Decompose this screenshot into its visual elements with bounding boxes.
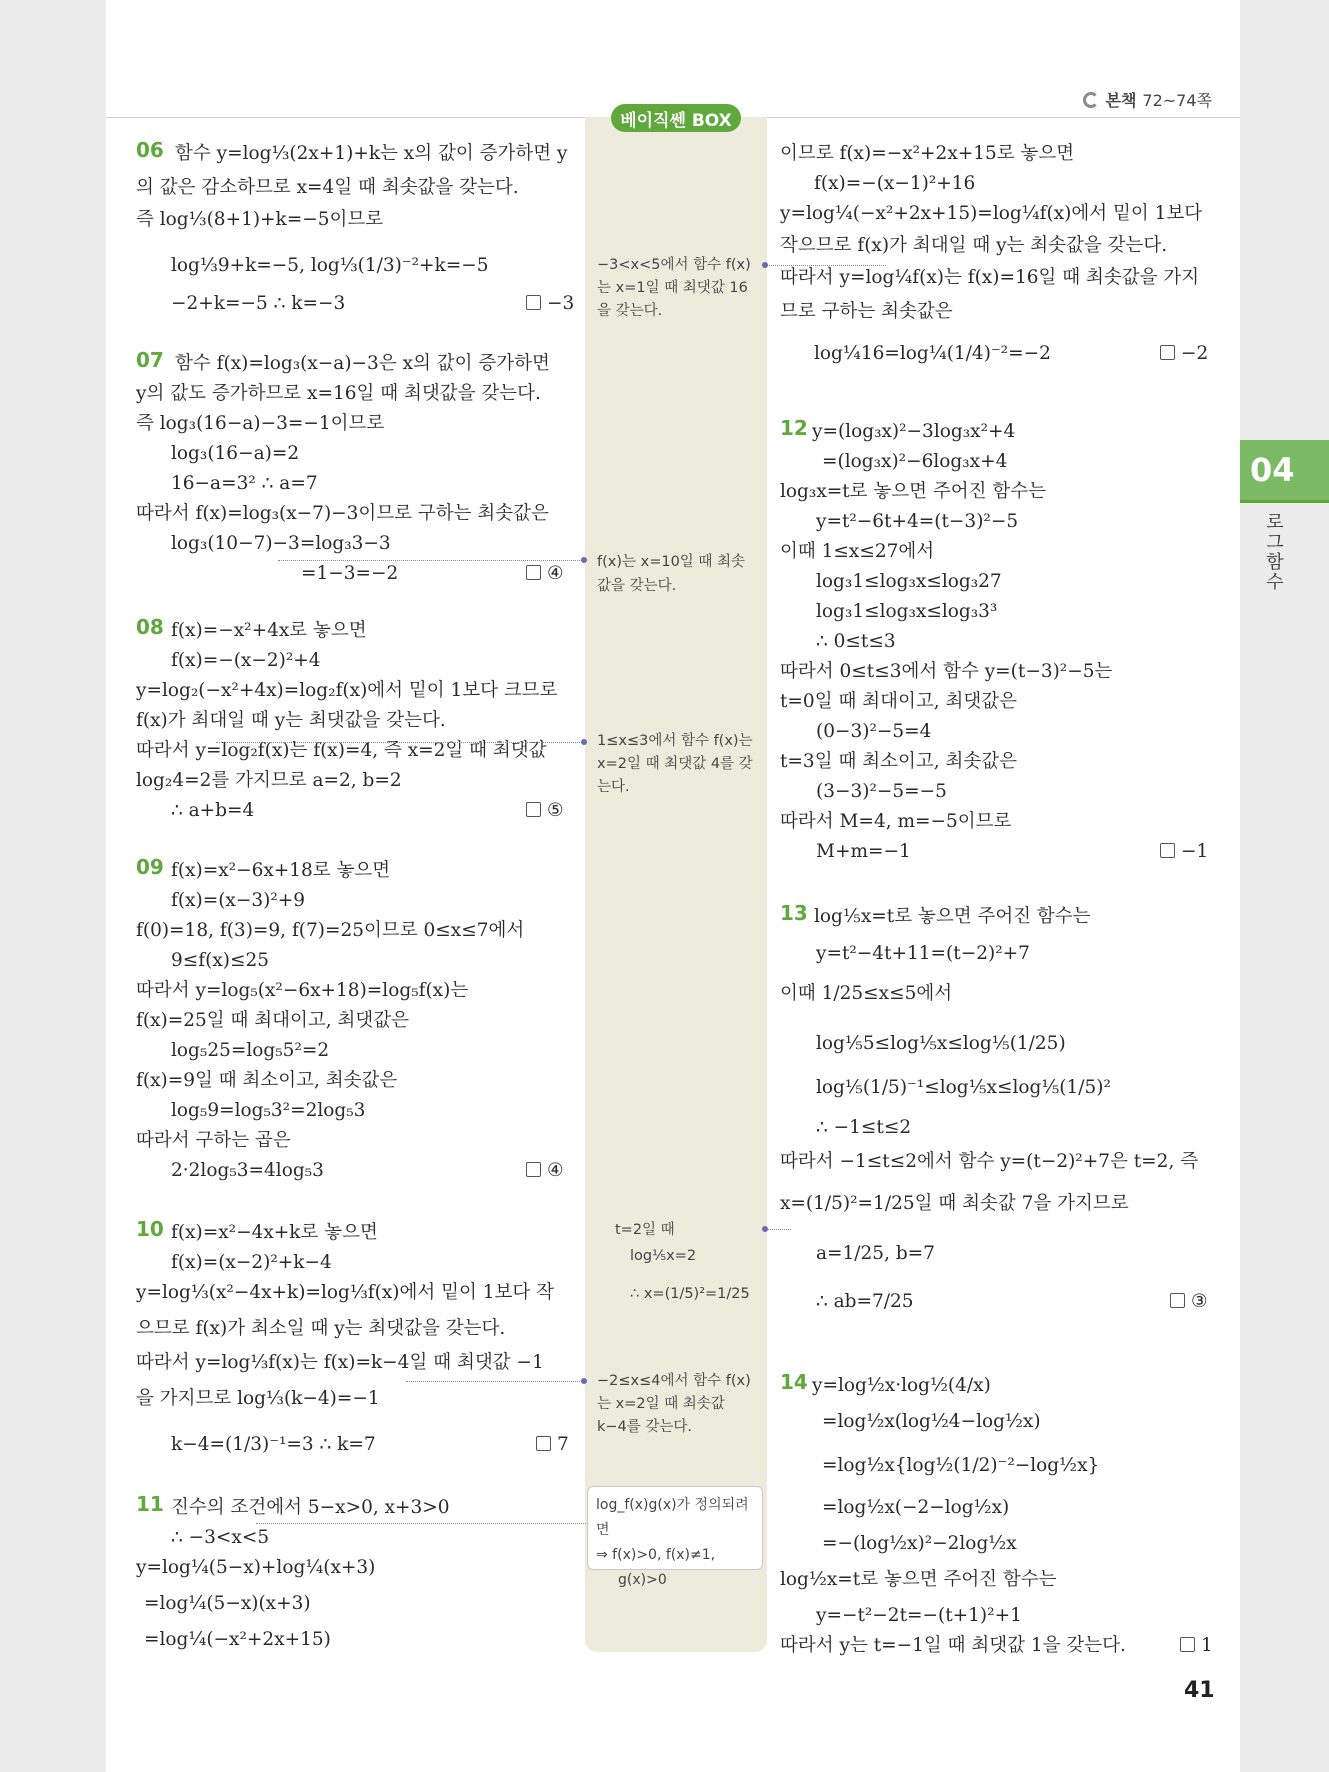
solution-line: log₂4=2를 가지므로 a=2, b=2 (136, 770, 402, 791)
solution-line: =log½x{log½(1/2)⁻²−log½x} (822, 1455, 1100, 1476)
answer-value: −2 (1181, 343, 1209, 364)
solution-line: f(x)=x²−4x+k로 놓으면 (171, 1222, 378, 1243)
solution-line: 따라서 y=log₂f(x)는 f(x)=4, 즉 x=2일 때 최댓값 (136, 740, 547, 761)
page-range: 72~74쪽 (1142, 91, 1212, 110)
solution-line: ∴ ab=7/25 (816, 1291, 914, 1312)
solution-line: 의 값은 감소하므로 x=4일 때 최솟값을 갖는다. (136, 177, 519, 198)
answer-mark-icon (1160, 843, 1175, 858)
solution-line: log⅕x=t로 놓으면 주어진 함수는 (814, 906, 1091, 927)
solution-line: f(x)가 최대일 때 y는 최댓값을 갖는다. (136, 710, 446, 731)
solution-line: ∴ a+b=4 (171, 800, 255, 821)
solution-line: f(x)=−(x−1)²+16 (814, 173, 976, 194)
answer-value: −1 (1181, 841, 1209, 862)
solution-line: 작으므로 f(x)가 최대일 때 y는 최솟값을 갖는다. (780, 235, 1168, 256)
solution-line: x=(1/5)²=1/25일 때 최솟값 7을 가지므로 (780, 1193, 1129, 1214)
book-label: 본책 (1105, 91, 1137, 110)
box-note: −3<x<5에서 함수 f(x)는 x=1일 때 최댓값 16을 갖는다. (597, 257, 751, 319)
solution-line: log₃x=t로 놓으면 주어진 함수는 (780, 481, 1047, 502)
answer (1180, 1632, 1213, 1660)
solution-line: y=t²−4t+11=(t−2)²+7 (816, 943, 1030, 964)
solution-line: y=(log₃x)²−3log₃x²+4 (812, 421, 1016, 442)
connector-line (766, 265, 886, 266)
solution-line: =log½x(log½4−log½x) (822, 1411, 1041, 1432)
problem-number: 09 (136, 855, 164, 879)
solution-line: log₅25=log₅5²=2 (171, 1040, 330, 1061)
answer (536, 1431, 569, 1459)
problem-number: 07 (136, 348, 164, 372)
connector-dot (581, 557, 587, 563)
solution-line: =log½x(−2−log½x) (822, 1497, 1010, 1518)
solution-line: 따라서 M=4, m=−5이므로 (780, 811, 1012, 832)
solution-line: 함수 y=log⅓(2x+1)+k는 x의 값이 증가하면 y (175, 143, 568, 164)
solution-line: 따라서 y=log¼f(x)는 f(x)=16일 때 최솟값을 가지 (780, 267, 1200, 288)
solution-line: f(x)=9일 때 최소이고, 최솟값은 (136, 1070, 398, 1091)
solution-line: 으므로 f(x)가 최소일 때 y는 최댓값을 갖는다. (136, 1318, 506, 1339)
solution-line: 므로 구하는 최솟값은 (780, 301, 953, 322)
problem-number: 11 (136, 1492, 164, 1516)
solution-line: log½x=t로 놓으면 주어진 함수는 (780, 1569, 1057, 1590)
page (106, 0, 1240, 1772)
chapter-tab: 04 (1240, 440, 1329, 500)
solution-line: f(x)=−(x−2)²+4 (171, 650, 321, 671)
connector-line (406, 1381, 582, 1382)
solution-line: log₃(10−7)−3=log₃3−3 (171, 533, 391, 554)
box-note: t=2일 때 (615, 1222, 675, 1238)
solution-line: ∴ −3<x<5 (171, 1527, 270, 1548)
solution-line: log⅕(1/5)⁻¹≤log⅕x≤log⅕(1/5)² (816, 1077, 1111, 1098)
box-note: 1≤x≤3에서 함수 f(x)는 x=2일 때 최댓값 4를 갖는다. (597, 733, 753, 795)
problem-number: 08 (136, 615, 164, 639)
box-note: −2≤x≤4에서 함수 f(x)는 x=2일 때 최솟값 k−4를 갖는다. (597, 1373, 751, 1435)
solution-line: log₅9=log₅3²=2log₅3 (171, 1100, 366, 1121)
solution-line: k−4=(1/3)⁻¹=3 ∴ k=7 (171, 1434, 376, 1455)
solution-line: =log¼(5−x)(x+3) (144, 1593, 311, 1614)
solution-line: ∴ −1≤t≤2 (816, 1117, 912, 1138)
solution-line: f(0)=18, f(3)=9, f(7)=25이므로 0≤x≤7에서 (136, 920, 525, 941)
solution-line: y=log¼(5−x)+log¼(x+3) (136, 1557, 376, 1578)
solution-line: f(x)=x²−6x+18로 놓으면 (171, 860, 391, 881)
connector-dot (581, 1378, 587, 1384)
solution-line: ∴ 0≤t≤3 (816, 631, 896, 652)
solution-line: =(log₃x)²−6log₃x+4 (822, 451, 1008, 472)
solution-line: 2·2log₅3=4log₅3 (171, 1160, 324, 1181)
page-number: 41 (1184, 1678, 1215, 1703)
connector-line (256, 1523, 586, 1524)
solution-line: 9≤f(x)≤25 (171, 950, 270, 971)
solution-line: f(x)=(x−3)²+9 (171, 890, 306, 911)
solution-line: 진수의 조건에서 5−x>0, x+3>0 (171, 1497, 450, 1518)
solution-line: y의 값도 증가하므로 x=16일 때 최댓값을 갖는다. (136, 383, 541, 404)
answer-value: ⑤ (547, 800, 564, 821)
answer-mark-icon (526, 1162, 541, 1177)
solution-line: (0−3)²−5=4 (816, 721, 932, 742)
answer-mark-icon (526, 565, 541, 580)
problem-number: 14 (780, 1370, 808, 1394)
solution-line: =−(log½x)²−2log½x (822, 1533, 1017, 1554)
box-card-line: log_f(x)g(x)가 정의되려면 (596, 1497, 749, 1538)
connector-line (278, 560, 582, 561)
solution-line: log₃(16−a)=2 (171, 443, 300, 464)
solution-line: 16−a=3² ∴ a=7 (171, 473, 318, 494)
solution-line: log₃1≤log₃x≤log₃3³ (816, 601, 998, 622)
connector-dot (581, 739, 587, 745)
answer-mark-icon (536, 1436, 551, 1451)
solution-line: f(x)=(x−2)²+k−4 (171, 1252, 332, 1273)
solution-line: 따라서 구하는 곱은 (136, 1130, 291, 1151)
connector-line (766, 1229, 791, 1230)
answer-mark-icon (526, 295, 541, 310)
solution-line: M+m=−1 (816, 841, 911, 862)
answer (1160, 340, 1208, 368)
solution-line: 이때 1/25≤x≤5에서 (780, 983, 953, 1004)
solution-line: 함수 f(x)=log₃(x−a)−3은 x의 값이 증가하면 (175, 353, 550, 374)
solution-line: log¼16=log¼(1/4)⁻²=−2 (814, 343, 1051, 364)
solution-line: y=log₂(−x²+4x)=log₂f(x)에서 밑이 1보다 크므로 (136, 680, 558, 701)
solution-line: y=−t²−2t=−(t+1)²+1 (816, 1605, 1022, 1626)
answer (526, 797, 564, 825)
answer (526, 1157, 564, 1185)
solution-line: f(x)=−x²+4x로 놓으면 (171, 620, 367, 641)
box-card-line: ⇒ f(x)>0, f(x)≠1, (596, 1547, 716, 1563)
box-note: f(x)는 x=10일 때 최솟값을 갖는다. (597, 554, 746, 594)
solution-line: 따라서 y는 t=−1일 때 최댓값 1을 갖는다. (780, 1635, 1126, 1656)
answer-mark-icon (1180, 1637, 1195, 1652)
answer (1170, 1288, 1208, 1316)
solution-line: t=0일 때 최대이고, 최댓값은 (780, 691, 1017, 712)
answer-value: 7 (557, 1434, 569, 1455)
solution-line: =log¼(−x²+2x+15) (144, 1629, 331, 1650)
solution-line: 즉 log₃(16−a)−3=−1이므로 (136, 413, 385, 434)
solution-line: =1−3=−2 (301, 563, 399, 584)
solution-line: 이므로 f(x)=−x²+2x+15로 놓으면 (780, 143, 1075, 164)
box-card (587, 1486, 763, 1588)
solution-line: 따라서 −1≤t≤2에서 함수 y=(t−2)²+7은 t=2, 즉 (780, 1151, 1199, 1172)
solution-line: log₃1≤log₃x≤log₃27 (816, 571, 1002, 592)
answer-value: ④ (547, 1160, 564, 1181)
solution-line: log⅓9+k=−5, log⅓(1/3)⁻²+k=−5 (171, 255, 489, 276)
solution-line: 을 가지므로 log⅓(k−4)=−1 (136, 1388, 380, 1409)
answer-mark-icon (1160, 345, 1175, 360)
connector-dot (762, 1226, 768, 1232)
solution-line: y=log⅓(x²−4x+k)=log⅓f(x)에서 밑이 1보다 작 (136, 1282, 555, 1303)
answer-mark-icon (526, 802, 541, 817)
solution-line: y=log¼(−x²+2x+15)=log¼f(x)에서 밑이 1보다 (780, 203, 1203, 224)
answer (526, 290, 574, 318)
answer (1160, 838, 1208, 866)
solution-line: f(x)=25일 때 최대이고, 최댓값은 (136, 1010, 409, 1031)
solution-line: (3−3)²−5=−5 (816, 781, 947, 802)
solution-line: 따라서 0≤t≤3에서 함수 y=(t−3)²−5는 (780, 661, 1113, 682)
problem-number: 06 (136, 138, 164, 162)
answer (526, 560, 564, 588)
answer-value: 1 (1201, 1635, 1213, 1656)
solution-line: y=log½x·log½(4/x) (812, 1375, 991, 1396)
answer-value: −3 (547, 293, 575, 314)
solution-line: 따라서 y=log⅓f(x)는 f(x)=k−4일 때 최댓값 −1 (136, 1352, 544, 1373)
solution-line: a=1/25, b=7 (816, 1243, 935, 1264)
solution-line: 이때 1≤x≤27에서 (780, 541, 935, 562)
header-reference (1083, 88, 1212, 111)
solution-line: y=t²−6t+4=(t−3)²−5 (816, 511, 1019, 532)
problem-number: 12 (780, 416, 808, 440)
box-card-line: g(x)>0 (618, 1572, 667, 1588)
box-note: log⅕x=2 (630, 1248, 697, 1264)
problem-number: 10 (136, 1217, 164, 1241)
chapter-tab-rule (1240, 500, 1329, 503)
book-ring-icon (1083, 92, 1099, 108)
connector-line (216, 742, 582, 743)
solution-line: 따라서 f(x)=log₃(x−7)−3이므로 구하는 최솟값은 (136, 503, 549, 524)
answer-value: ④ (547, 563, 564, 584)
chapter-label: 로그함수 (1263, 512, 1284, 592)
solution-line: −2+k=−5 ∴ k=−3 (171, 293, 346, 314)
answer-mark-icon (1170, 1293, 1185, 1308)
solution-line: 즉 log⅓(8+1)+k=−5이므로 (136, 209, 384, 230)
connector-dot (762, 262, 768, 268)
answer-value: ③ (1191, 1291, 1208, 1312)
problem-number: 13 (780, 901, 808, 925)
basic-box-label: 베이직쎈 BOX (611, 104, 741, 132)
box-note: ∴ x=(1/5)²=1/25 (630, 1286, 750, 1302)
solution-line: log⅕5≤log⅕x≤log⅕(1/25) (816, 1033, 1066, 1054)
solution-line: 따라서 y=log₅(x²−6x+18)=log₅f(x)는 (136, 980, 469, 1001)
solution-line: t=3일 때 최소이고, 최솟값은 (780, 751, 1017, 772)
